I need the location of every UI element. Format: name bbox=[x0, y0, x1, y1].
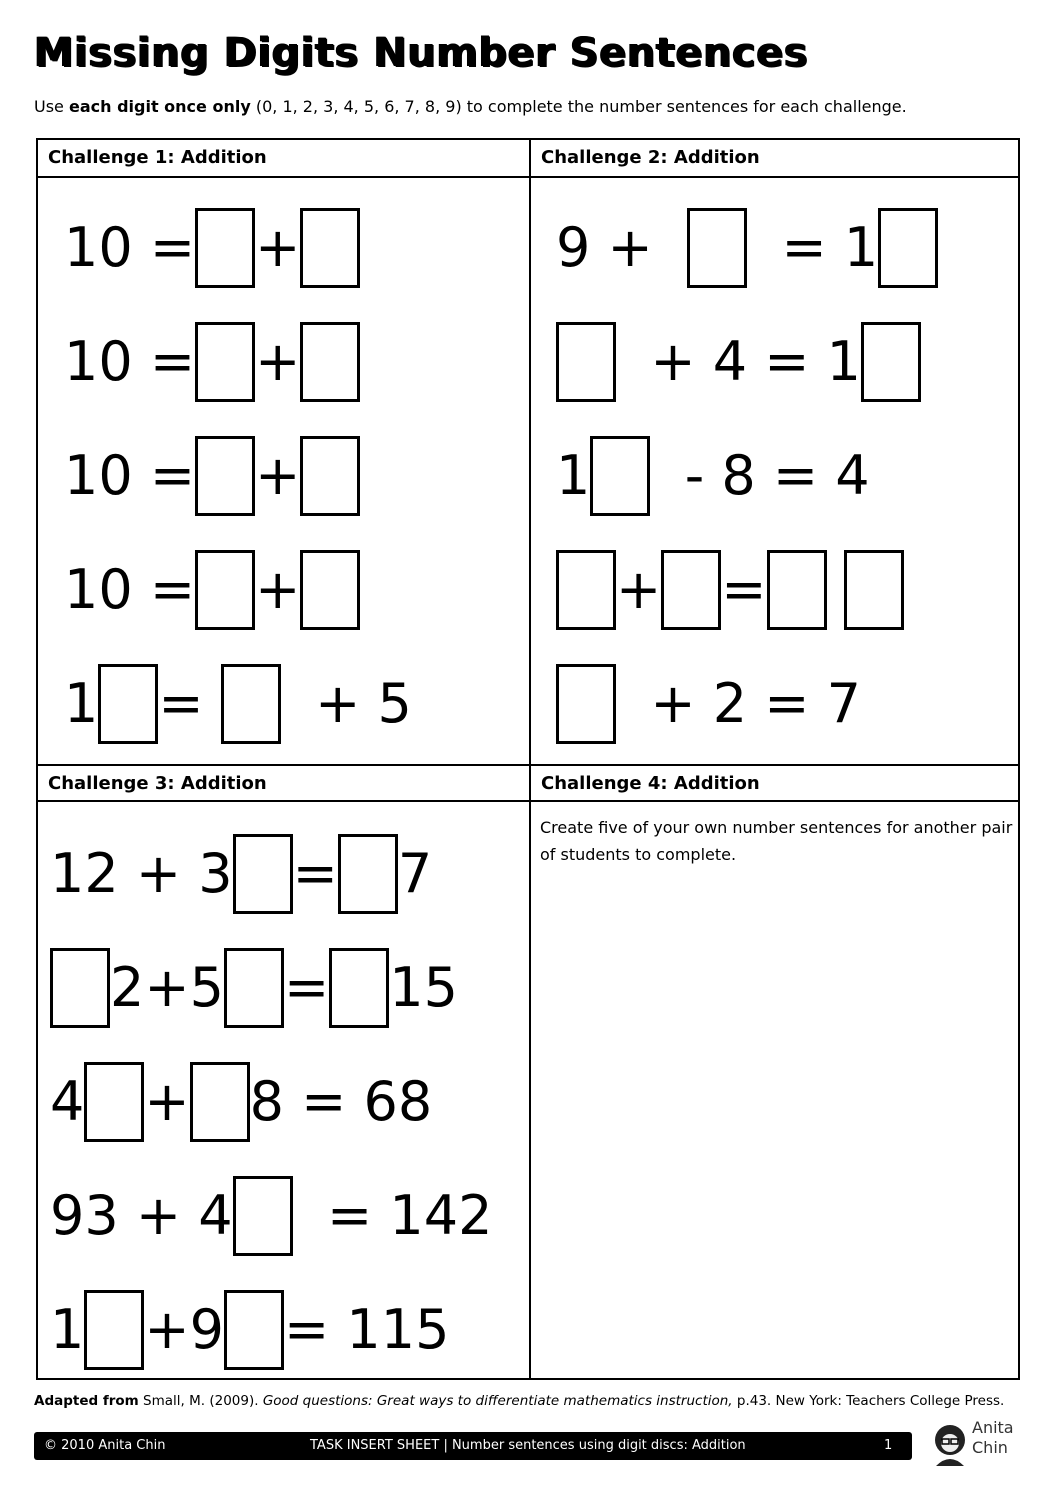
equation-text: = bbox=[158, 672, 221, 735]
digit-box[interactable] bbox=[84, 1290, 144, 1370]
digit-box[interactable] bbox=[590, 436, 650, 516]
digit-box[interactable] bbox=[661, 550, 721, 630]
c2-equation-row bbox=[556, 206, 938, 290]
equation-text: 7 bbox=[397, 842, 433, 905]
logo-line-1: Anita bbox=[972, 1418, 1014, 1437]
digit-box[interactable] bbox=[195, 208, 255, 288]
equation-text: 4 bbox=[50, 1070, 85, 1133]
digit-box[interactable] bbox=[300, 436, 360, 516]
equation-text: = 1 bbox=[747, 216, 879, 279]
equation-text: 2+5 bbox=[110, 956, 224, 1019]
digit-box[interactable] bbox=[84, 1062, 144, 1142]
equation-text: + 4 = 1 bbox=[616, 330, 862, 393]
digit-box[interactable] bbox=[556, 550, 616, 630]
footer-sheet-title: TASK INSERT SHEET | Number sentences using digit discs: Addition bbox=[310, 1438, 746, 1453]
c3-equation-row bbox=[50, 1288, 449, 1372]
challenge-4-instructions: Create five of your own number sentences for another pair of students to complete. bbox=[540, 818, 1013, 864]
instructions bbox=[34, 97, 1034, 116]
challenge-4-heading: Challenge 4: Addition bbox=[541, 773, 760, 794]
equation-text: = 115 bbox=[283, 1298, 450, 1361]
footer-bar bbox=[34, 1432, 912, 1460]
equation-text: + bbox=[255, 330, 301, 393]
instructions-prefix: Use bbox=[34, 97, 69, 116]
digit-box[interactable] bbox=[300, 322, 360, 402]
equation-text: + 2 = 7 bbox=[616, 672, 862, 735]
c2-equation-row bbox=[556, 662, 861, 746]
digit-box[interactable] bbox=[233, 1176, 293, 1256]
footer-copyright: © 2010 Anita Chin bbox=[44, 1438, 166, 1453]
footer-page-number: 1 bbox=[884, 1438, 893, 1453]
digit-box[interactable] bbox=[556, 322, 616, 402]
equation-text: 10 = bbox=[64, 558, 196, 621]
digit-box[interactable] bbox=[195, 322, 255, 402]
citation-author: Small, M. (2009). bbox=[138, 1393, 263, 1409]
page-title: Missing Digits Number Sentences bbox=[34, 30, 809, 76]
digit-box[interactable] bbox=[878, 208, 938, 288]
digit-box[interactable] bbox=[98, 664, 158, 744]
c3-equation-row bbox=[50, 946, 458, 1030]
equation-text: = 142 bbox=[292, 1184, 493, 1247]
equation-text: + bbox=[255, 558, 301, 621]
citation-title: Good questions: Great ways to differentiate mathematics instruction, bbox=[262, 1393, 733, 1409]
citation bbox=[34, 1393, 1004, 1409]
equation-text: 1 bbox=[50, 1298, 85, 1361]
challenge-3-heading: Challenge 3: Addition bbox=[48, 773, 267, 794]
c1-equation-row bbox=[64, 320, 360, 404]
digit-box[interactable] bbox=[50, 948, 110, 1028]
c1-equation-row bbox=[64, 662, 412, 746]
c2-equation-row bbox=[556, 320, 921, 404]
equation-text: + 5 bbox=[280, 672, 412, 735]
instructions-emphasis: each digit once only bbox=[68, 97, 251, 116]
logo-line-2: Chin bbox=[972, 1438, 1008, 1457]
equation-text: 1 bbox=[556, 444, 591, 507]
digit-box[interactable] bbox=[224, 1290, 284, 1370]
c2-equation-row bbox=[556, 548, 904, 632]
equation-text: 15 bbox=[389, 956, 458, 1019]
c3-equation-row bbox=[50, 1060, 432, 1144]
instructions-suffix: (0, 1, 2, 3, 4, 5, 6, 7, 8, 9) to complete the number sentences for each challenge. bbox=[250, 97, 907, 116]
digit-box[interactable] bbox=[556, 664, 616, 744]
equation-text: + bbox=[255, 444, 301, 507]
digit-box[interactable] bbox=[338, 834, 398, 914]
digit-box[interactable] bbox=[767, 550, 827, 630]
digit-box[interactable] bbox=[300, 208, 360, 288]
c2-equation-row bbox=[556, 434, 870, 518]
c1-equation-row bbox=[64, 434, 360, 518]
challenge-2-heading: Challenge 2: Addition bbox=[541, 147, 760, 168]
equation-text: 93 + 4 bbox=[50, 1184, 233, 1247]
equation-text: 12 + 3 bbox=[50, 842, 233, 905]
equation-text: = bbox=[283, 956, 330, 1019]
digit-box[interactable] bbox=[861, 322, 921, 402]
equation-text: 1 bbox=[64, 672, 99, 735]
equation-text: 10 = bbox=[64, 216, 196, 279]
equation-text: = bbox=[292, 842, 338, 905]
equation-text: + bbox=[144, 1070, 190, 1133]
digit-box[interactable] bbox=[300, 550, 360, 630]
digit-box[interactable] bbox=[329, 948, 389, 1028]
digit-box[interactable] bbox=[844, 550, 904, 630]
equation-text: +9 bbox=[144, 1298, 224, 1361]
equation-text bbox=[827, 563, 844, 617]
c3-equation-row bbox=[50, 832, 432, 916]
digit-box[interactable] bbox=[224, 948, 284, 1028]
equation-text: + bbox=[255, 216, 301, 279]
equation-text: 10 = bbox=[64, 444, 196, 507]
equation-text: 9 + bbox=[556, 216, 688, 279]
digit-box[interactable] bbox=[221, 664, 281, 744]
digit-box[interactable] bbox=[233, 834, 293, 914]
equation-text: 10 = bbox=[64, 330, 196, 393]
equation-text: + bbox=[616, 558, 662, 621]
digit-box[interactable] bbox=[190, 1062, 250, 1142]
digit-box[interactable] bbox=[687, 208, 747, 288]
citation-publisher: p.43. New York: Teachers College Press. bbox=[732, 1393, 1005, 1409]
equation-text: - 8 = 4 bbox=[650, 444, 870, 507]
grid-divider-h1 bbox=[38, 176, 1018, 178]
digit-box[interactable] bbox=[195, 550, 255, 630]
c1-equation-row bbox=[64, 548, 360, 632]
c1-equation-row bbox=[64, 206, 360, 290]
equation-text: = bbox=[721, 558, 767, 621]
challenge-grid bbox=[36, 138, 1020, 1380]
c3-equation-row bbox=[50, 1174, 492, 1258]
author-logo-text bbox=[972, 1418, 1014, 1458]
citation-label: Adapted from bbox=[34, 1393, 139, 1409]
grid-divider-vertical bbox=[529, 140, 531, 1378]
digit-box[interactable] bbox=[195, 436, 255, 516]
equation-text: 8 = 68 bbox=[249, 1070, 433, 1133]
challenge-1-heading: Challenge 1: Addition bbox=[48, 147, 267, 168]
